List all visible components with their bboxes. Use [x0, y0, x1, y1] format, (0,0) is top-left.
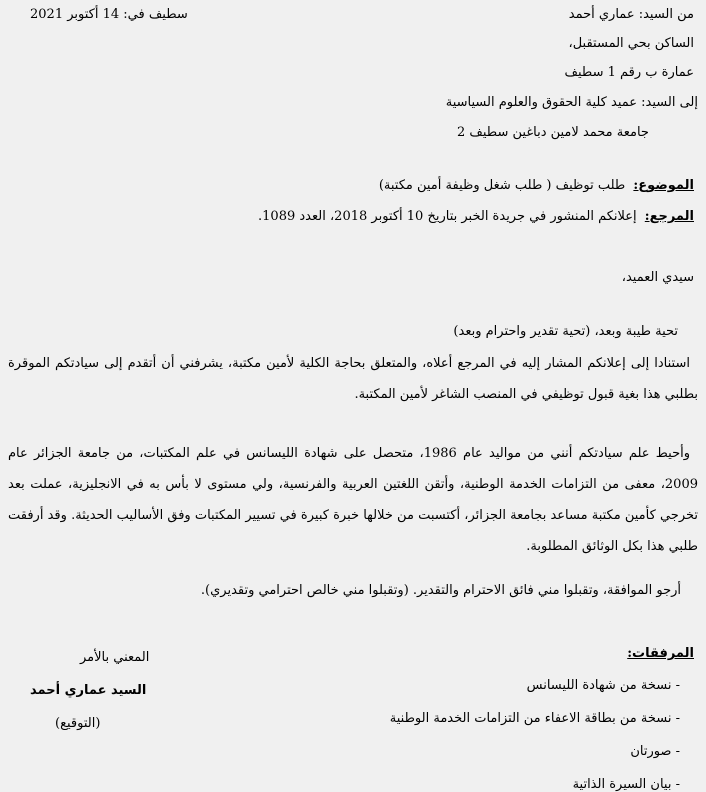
attachments-list: [390, 669, 680, 792]
sender-block: [565, 0, 694, 87]
greeting-line: تحية طيبة وبعد، (تحية تقدير واحترام وبعد): [453, 324, 678, 339]
sender-address-line2: عمارة ب رقم 1 سطيف: [564, 65, 694, 80]
paragraph-line: بطلبي هذا بغية قبول توظيفي في المنصب الشاغر لأمين المكتبة.: [354, 387, 698, 402]
reference-text: إعلانكم المنشور في جريدة الخبر بتاريخ 10 أكتوبر 2018، العدد 1089.: [258, 209, 637, 224]
subject-label: الموضوع:: [633, 178, 694, 193]
salutation: سيدي العميد،: [621, 270, 694, 285]
recipient-university: جامعة محمد لامين دباغين سطيف 2: [457, 125, 649, 140]
reference-label: المرجع:: [644, 209, 694, 224]
reference-line: [258, 201, 694, 232]
body-paragraph-1: [8, 348, 698, 410]
attachments-label: المرفقات:: [627, 646, 694, 661]
subject-reference-block: [258, 170, 694, 232]
recipient-block: [408, 88, 698, 148]
paragraph-line: طلبي هذا بكل الوثائق المطلوبة.: [526, 539, 698, 554]
signature-placeholder: (التوقيع): [55, 716, 101, 731]
subject-line: [258, 170, 694, 201]
subject-text: طلب توظيف ( طلب شغل وظيفة أمين مكتبة): [378, 178, 626, 193]
attachment-item: - صورتان: [630, 744, 680, 759]
paragraph-line: استنادا إلى إعلانكم المشار إليه في المرجع أعلاه، والمتعلق بحاجة الكلية لأمين مكتبة، يشرفني أن أتقدم إلى سيادتكم الموقرة: [8, 356, 690, 371]
closing-line: أرجو الموافقة، وتقبلوا مني فائق الاحترام والتقدير. (وتقبلوا مني خالص احترامي وتقديري).: [200, 583, 681, 598]
signature-name: السيد عماري أحمد: [30, 683, 147, 698]
paragraph-line: تخرجي كأمين مكتبة مساعد بجامعة الجزائر، أكتسبت من خلالها خبرة كبيرة في تسيير المكتبات وفق الأساليب الحديثة. وقد أرفقت: [8, 508, 698, 523]
paragraph-line: 2009، معفى من التزامات الخدمة الوطنية، وأتقن اللغتين العربية والفرنسية، ولي مستوى لا بأس به في الانجليزية، عملت بعد: [8, 477, 698, 492]
signature-role: المعني بالأمر: [80, 650, 150, 665]
paragraph-line: وأحيط علم سيادتكم أنني من مواليد عام 1986، متحصل على شهادة الليسانس في علم المكتبات، من جامعة الجزائر عام: [8, 446, 690, 461]
body-paragraph-2: [8, 438, 698, 562]
recipient-title: إلى السيد: عميد كلية الحقوق والعلوم السياسية: [445, 95, 698, 110]
sender-address-line1: الساكن بحي المستقبل،: [568, 36, 694, 51]
attachment-item: - نسخة من شهادة الليسانس: [526, 678, 680, 693]
sender-name: من السيد: عماري أحمد: [568, 7, 694, 22]
attachment-item: - نسخة من بطاقة الاعفاء من التزامات الخدمة الوطنية: [389, 711, 680, 726]
attachment-item: - بيان السيرة الذاتية: [572, 777, 680, 792]
letter-date: سطيف في: 14 أكتوبر 2021: [30, 7, 188, 22]
